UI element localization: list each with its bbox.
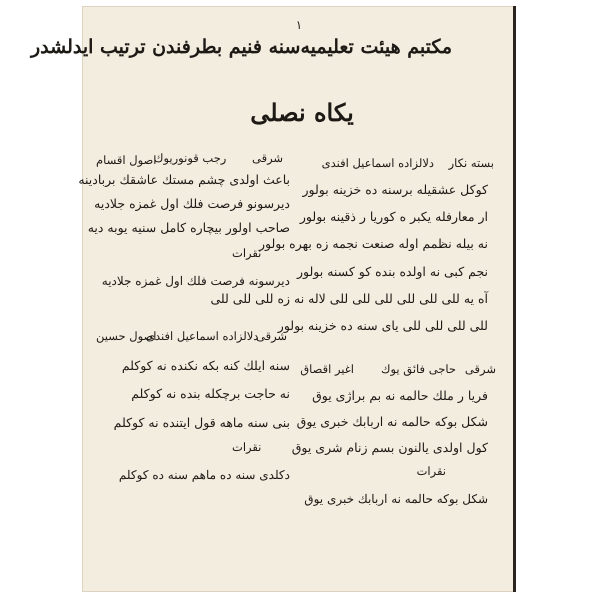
right-piece-2-usul: اغير اقصاق (300, 362, 354, 376)
left-piece-1-refrain: ديرسونه فرصت فلك اول غمزه جلاديه (101, 274, 290, 288)
page-number: ١ (295, 18, 303, 32)
left-piece-1-usul: اصول اقسام (96, 153, 157, 167)
left-piece-1-type: شرقى (252, 151, 284, 165)
right-piece-1-line-3: نه بيله نظمم اوله صنعت نجمه زه بهره بولور (258, 236, 488, 251)
right-piece-1-line-5: آه يه للى للى للى للى للى للى لاله نه زه للى للى للى (210, 291, 488, 306)
left-piece-1-line-3: صاحب اولور بيچاره كامل سنيه يوبه ديه (87, 220, 290, 235)
left-piece-2-line-1: سنه ايلك كنه بكه نكنده نه كوكلم (121, 358, 290, 373)
left-piece-2-nakarat: نقرات (232, 440, 262, 454)
right-piece-2-composer: حاجى فائق يوك (380, 362, 456, 376)
left-piece-2-usul: اصول حسين (96, 329, 157, 343)
right-piece-2-line-1: فريا ر ملك حالمه نه بم براژى يوق (312, 388, 488, 403)
left-piece-2-type: شرقى (256, 329, 288, 343)
page-subtitle: يكاه نصلى (250, 98, 354, 127)
left-piece-2-composer: دلالزاده اسماعيل افندى (146, 329, 259, 343)
right-piece-1-type: بسته نكار (448, 156, 494, 170)
right-piece-1-line-6: للى للى للى للى ياى سنه ده خزينه بولور (277, 318, 488, 333)
left-piece-2-refrain: دكلدى سنه ده ماهم سنه ده كوكلم (118, 468, 290, 482)
right-piece-1-line-1: كوكل عشقيله برسنه ده خزينه بولور (302, 182, 488, 197)
right-piece-1-line-4: نجم كبى نه اولده بنده كو كسنه بولور (296, 264, 488, 279)
left-piece-1-line-1: باعث اولدى چشم مستك عاشقك بربادينه (78, 172, 290, 187)
left-piece-2-line-3: بنى سنه ماهه قول ايتنده نه كوكلم (113, 415, 290, 430)
left-piece-1-line-2: ديرسونو فرصت فلك اول غمزه جلاديه (94, 196, 290, 211)
left-piece-1-nakarat: نقرات (232, 246, 262, 260)
right-piece-2-line-3: كول اولدى يالنون بسم زنام شرى يوق (291, 440, 488, 455)
right-piece-1-composer: دلالزاده اسماعيل افندى (321, 156, 434, 170)
right-piece-1-line-2: ار معارفله يكبر ه كوريا ر ذقينه بولور (299, 209, 488, 224)
right-piece-2-type: شرقى (464, 362, 496, 376)
page-title: مكتبم هيئت تعليميه‌سنه فنيم بطرفندن ترتيب ايدلشدر (30, 36, 452, 58)
right-piece-2-nakarat: نقرات (416, 464, 446, 478)
right-piece-2-refrain: شكل بوكه حالمه نه اربابك خبرى يوق (304, 492, 488, 506)
left-piece-2-line-2: نه حاجت برچكله بنده نه كوكلم (131, 386, 290, 401)
right-piece-2-line-2: شكل بوكه حالمه نه اربابك خبرى يوق (296, 414, 488, 429)
left-piece-1-composer: رجب قونوريوك (154, 151, 227, 165)
manuscript-page (30, 6, 516, 592)
